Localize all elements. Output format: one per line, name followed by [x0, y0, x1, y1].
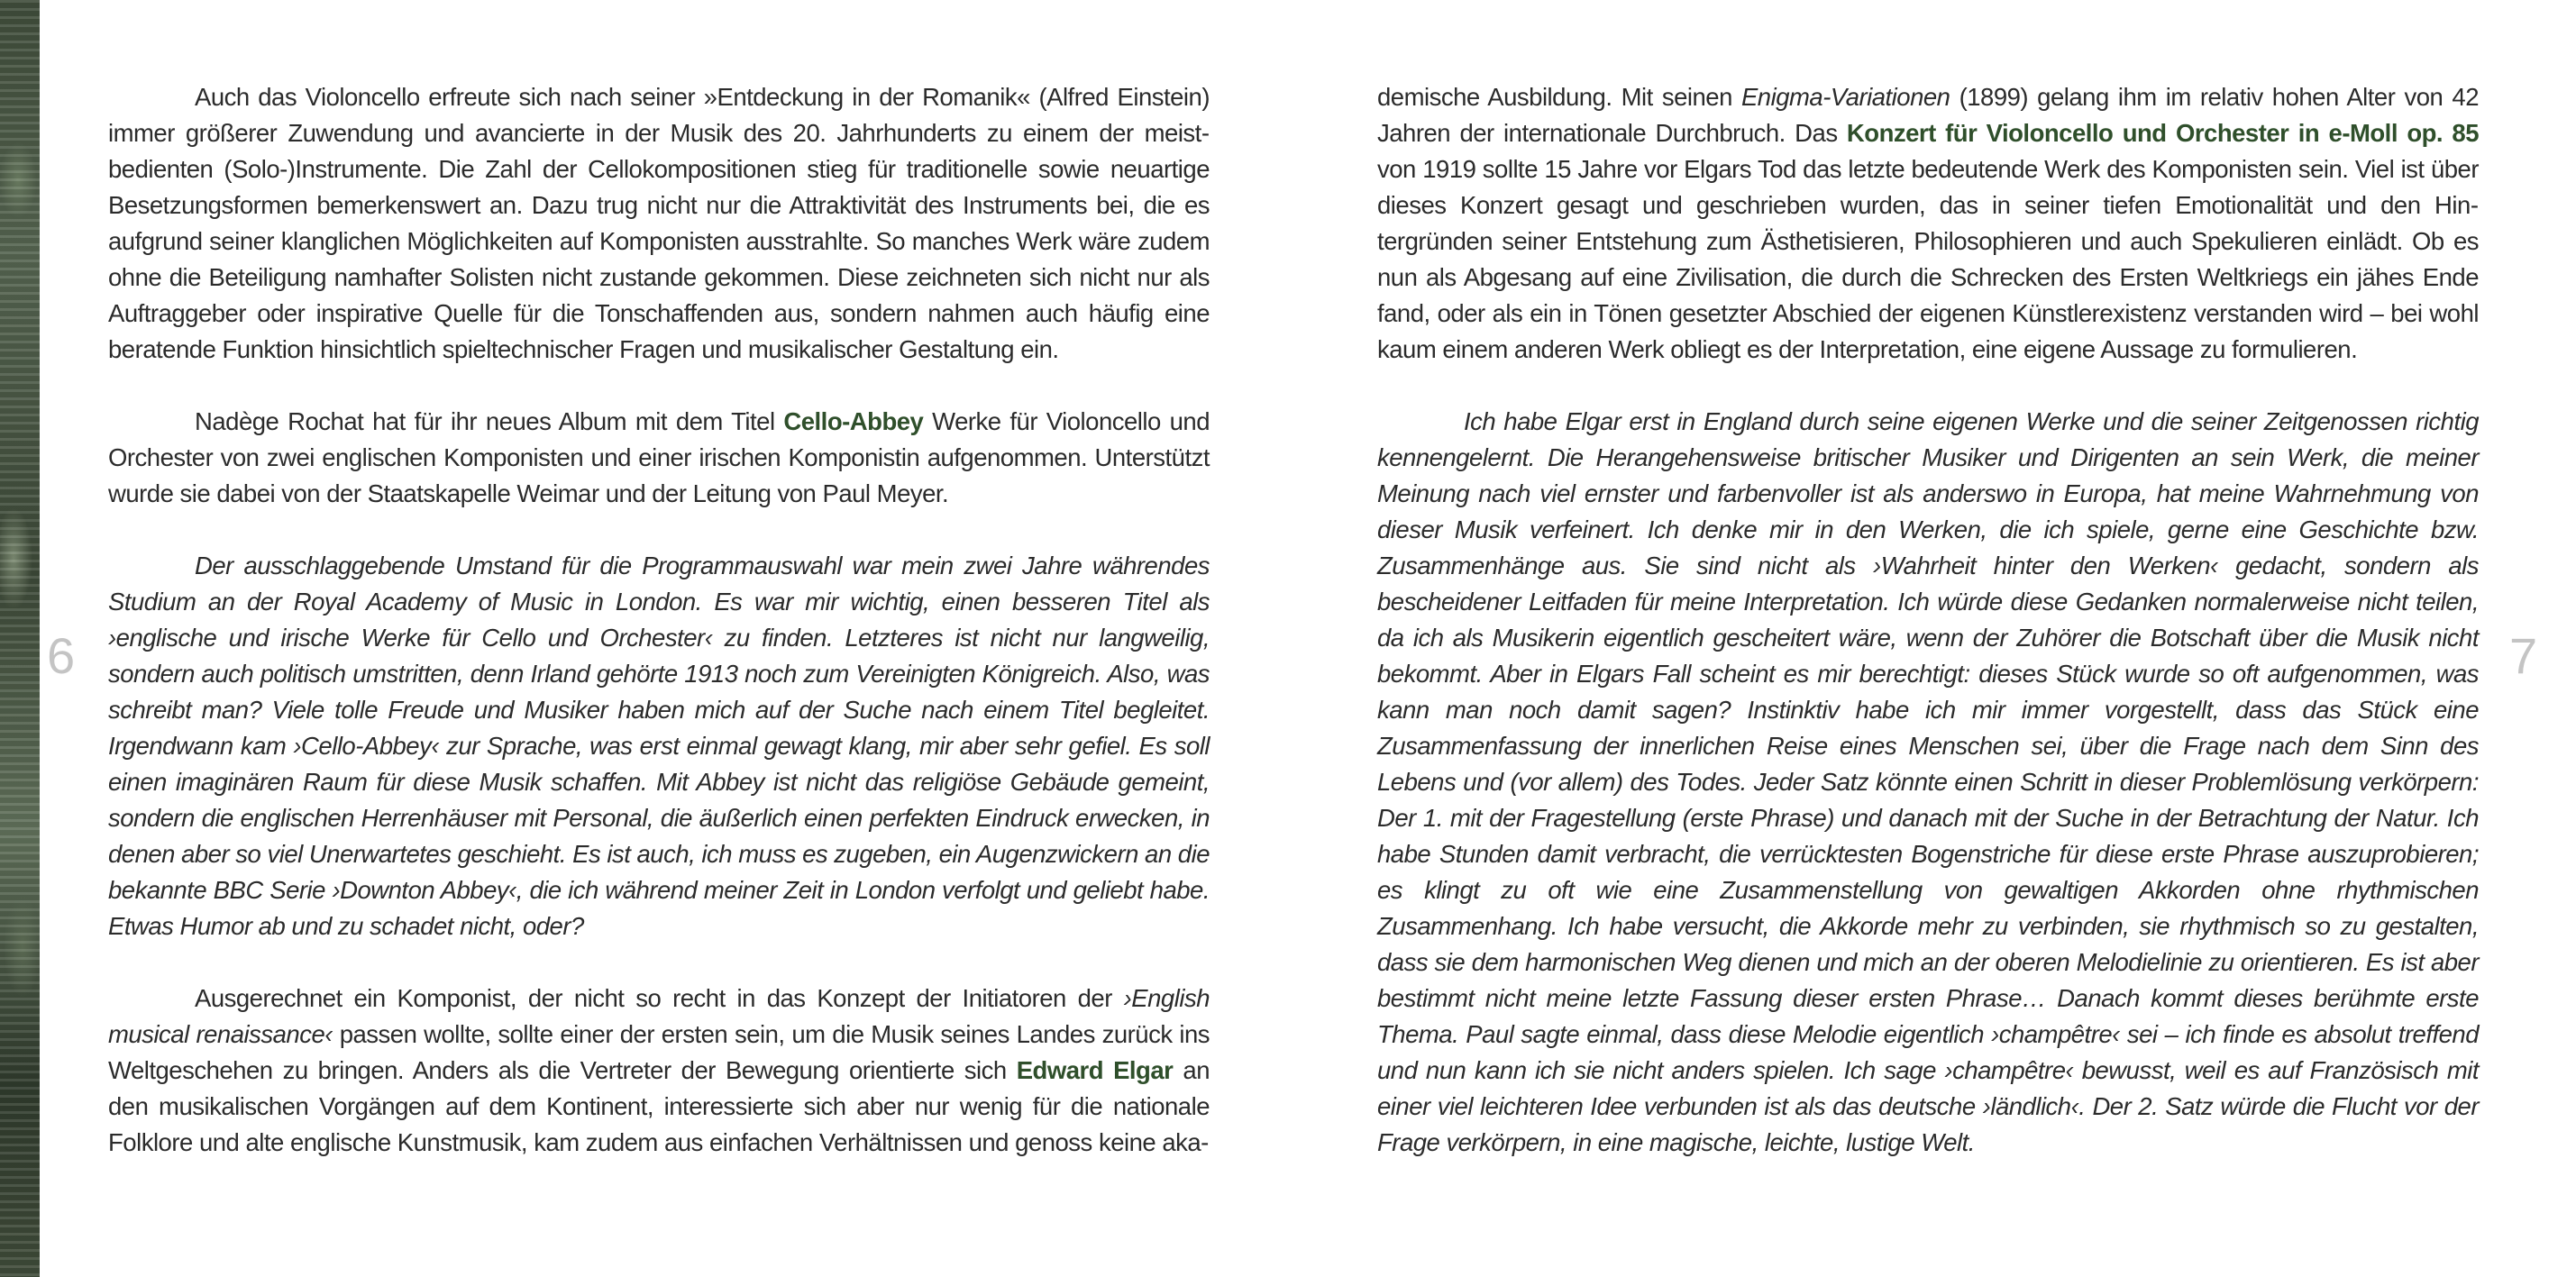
album-text-before: Nadège Rochat hat für ihr neues Album mit dem Titel [195, 407, 784, 435]
cello-concerto-title: Konzert für Violoncello und Orchester in e-Moll op. 85 [1846, 119, 2479, 147]
album-text-after: Werke für Violoncello und Orchester von zwei englischen Komponisten und einer irischen Komponistin aufgenommen. Unterstützt wurde sie dabei von der Staatskapelle Weimar und der Leitung von Paul Meyer. [108, 407, 1210, 507]
forest-photo-strip [0, 0, 40, 1277]
album-title: Cello-Abbey [783, 407, 924, 435]
elgar-text-a: Ausgerechnet ein Komponist, der nicht so recht in das Konzept der Initiatoren der [195, 984, 1124, 1012]
elgar-intro-paragraph [108, 981, 1210, 1161]
page-number-left: 6 [47, 627, 76, 684]
concerto-text-b: (1899) gelang ihm im relativ hohen Alter von 42 Jahren der internationale Durchbruch. Das [1377, 83, 2479, 147]
right-page-column [1377, 79, 2479, 1197]
album-paragraph [108, 404, 1210, 512]
concerto-text-a: demische Ausbildung. Mit seinen [1377, 83, 1741, 111]
enigma-variations-title: Enigma-Variationen [1740, 83, 1950, 111]
concerto-text-c: von 1919 sollte 15 Jahre vor Elgars Tod das letzte bedeutende Werk des Komponisten sein. Viel ist über dieses Konzert gesagt und geschrieben wurden, das in seiner tiefen Emotionalität und den Hintergründen seiner Entstehung zum Ästhetisieren, Philosophieren und auch Spekulieren einlädt. Ob es nun als Abgesang auf eine Zivilisation, die durch die Schrecken des Ersten Weltkriegs ein jähes Ende fand, oder als ein in Tönen gesetzter Abschied der eigenen Künstlerexistenz verstanden wird – bei wohl kaum einem anderen Werk obliegt es der Interpretation, eine eigene Aussage zu formulieren. [1377, 155, 2479, 363]
elgar-quote-paragraph: Ich habe Elgar erst in England durch seine eigenen Werke und die seiner Zeitgenossen richtig kennengelernt. Die Herangehensweise britischer Musiker und Dirigenten an sein Werk, die meiner Meinung nach viel ernster und farbenvoller ist als anderswo in Europa, hat meine Wahrnehmung von dieser Musik verfeinert. Ich denke mir in den Werken, die ich spiele, gerne eine Geschichte bzw. Zusammenhänge aus. Sie sind nicht als ›Wahrheit hinter den Werken‹ gedacht, sondern als bescheidener Leitfaden für meine Interpretation. Ich würde diese Gedanken normalerweise nicht teilen, da ich als Musikerin eigentlich gescheitert wäre, wenn der Zuhörer die Botschaft über die Musik nicht bekommt. Aber in Elgars Fall scheint es mir berechtigt: dieses Stück wurde so oft aufgenommen, was kann man noch damit sagen? Instinktiv habe ich mir immer vorgestellt, dass das Stück eine Zusammenfassung der innerlichen Reise eines Menschen sei, über die Frage nach dem Sinn des Lebens und (vor allem) des Todes. Jeder Satz könnte einen Schritt in dieser Problemlösung verkörpern: Der 1. mit der Fragestellung (erste Phrase) und danach mit der Suche in der Betrachtung der Natur. Ich habe Stunden damit verbracht, die verrücktesten Bogenstriche für diese erste Phrase auszuprobieren; es klingt zu oft wie eine Zusammenstellung von gewaltigen Akkorden ohne rhythmischen Zusammenhang. Ich habe versucht, die Akkorde mehr zu verbinden, sie rhythmisch so zu gestalten, dass sie dem harmonischen Weg dienen und mich an der oberen Melodielinie zu orientieren. Es ist aber bestimmt nicht meine letzte Fassung dieser ersten Phrase… Danach kommt dieses berühmte erste Thema. Paul sagte einmal, dass diese Melodie eigentlich ›champêtre‹ sei – ich finde es absolut treffend und nun kann ich sie nicht anders spielen. Ich sage ›champêtre‹ bewusst, weil es auf Französisch mit einer viel leichteren Idee verbunden ist als das deutsche ›ländlich‹. Der 2. Satz würde die Flucht vor der Frage verkörpern, in eine magische, leichte, lustige Welt. [1377, 407, 2479, 1156]
english-renaissance-term: ›English musical renaissance‹ [108, 984, 1210, 1048]
intro-paragraph: Auch das Violoncello erfreute sich nach seiner »Entdeckung in der Romanik« (Alfred Einstein) immer größerer Zuwendung und avancierte in der Musik des 20. Jahrhunderts zu einem der meistbedienten (Solo-)Instrumente. Die Zahl der Cellokompositionen stieg für traditionelle sowie neuartige Besetzungsformen bemerkenswert an. Dazu trug nicht nur die Attraktivität des Instruments bei, die es aufgrund seiner klanglichen Möglichkeiten auf Komponisten ausstrahlte. So manches Werk wäre zudem ohne die Beteiligung namhafter Solisten nicht zustande gekommen. Diese zeichneten sich nicht nur als Auftraggeber oder inspirative Quelle für die Tonschaffenden aus, sondern nahmen auch häufig eine beratende Funktion hinsichtlich spieltechnischer Fragen und musikalischer Gestaltung ein. [108, 83, 1210, 363]
composer-name-elgar: Edward Elgar [1016, 1056, 1174, 1084]
elgar-text-b: passen wollte, sollte einer der ersten sein, um die Musik seines Landes zurück ins Weltgeschehen zu bringen. Anders als die Vertreter der Bewegung orientierte sich [108, 1020, 1210, 1084]
elgar-text-c: an den musikalischen Vorgängen auf dem Kontinent, interessierte sich aber nur wenig für die nationale Folklore und alte englische Kunstmusik, kam zudem aus einfachen Verhältnissen und genoss keine aka- [108, 1056, 1210, 1156]
left-page-column [108, 79, 1210, 1197]
elgar-concerto-paragraph [1377, 79, 2479, 368]
page-number-right: 7 [2509, 627, 2538, 684]
rochat-quote-paragraph: Der ausschlaggebende Umstand für die Programmauswahl war mein zwei Jahre währendes Studium an der Royal Academy of Music in London. Es war mir wichtig, einen besseren Titel als ›englische und irische Werke für Cello und Orchester‹ zu finden. Letzteres ist nicht nur langweilig, sondern auch politisch umstritten, denn Irland gehörte 1913 noch zum Vereinigten Königreich. Also, was schreibt man? Viele tolle Freude und Musiker haben mich auf der Suche nach einem Titel begleitet. Irgendwann kam ›Cello-Abbey‹ zur Sprache, was erst einmal gewagt klang, mir aber sehr gefiel. Es soll einen imaginären Raum für diese Musik schaffen. Mit Abbey ist nicht das religiöse Gebäude gemeint, sondern die englischen Herrenhäuser mit Personal, die äußerlich einen perfekten Eindruck erwecken, in denen aber so viel Unerwartetes geschieht. Es ist auch, ich muss es zugeben, ein Augenzwickern an die bekannte BBC Serie ›Downton Abbey‹, die ich während meiner Zeit in London verfolgt und geliebt habe. Etwas Humor ab und zu schadet nicht, oder? [108, 552, 1210, 940]
